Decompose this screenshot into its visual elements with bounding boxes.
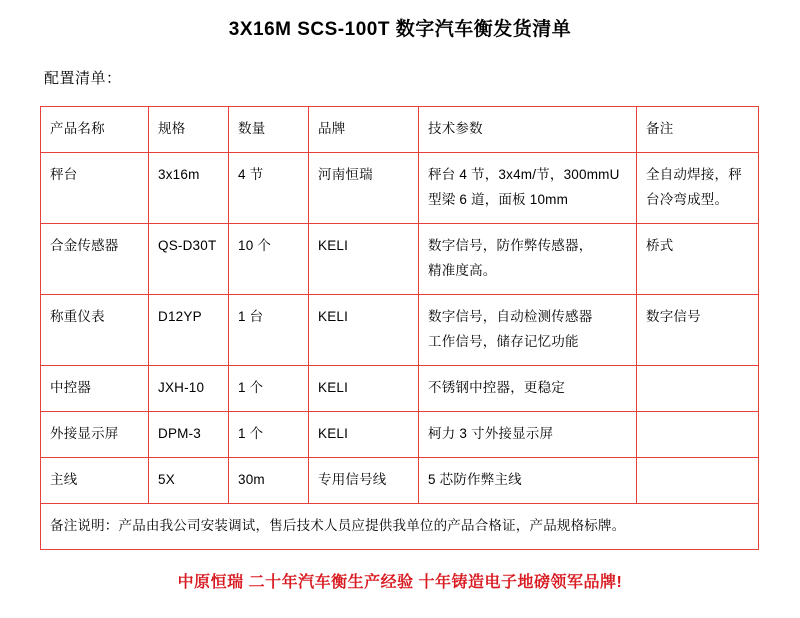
table-header-cell-params: 技术参数 xyxy=(419,107,637,153)
cell-product-name: 外接显示屏 xyxy=(41,411,149,457)
cell-remark xyxy=(637,411,759,457)
cell-remark xyxy=(637,223,759,294)
cell-qty: 1 个 xyxy=(229,365,309,411)
table-row xyxy=(41,223,759,294)
cell-product-name: 秤台 xyxy=(41,152,149,223)
cell-product-name: 主线 xyxy=(41,457,149,503)
cell-remark-line: 桥式 xyxy=(646,237,674,253)
cell-params xyxy=(419,294,637,365)
table-row xyxy=(41,294,759,365)
table-row xyxy=(41,457,759,503)
page-title: 3X16M SCS-100T 数字汽车衡发货清单 xyxy=(228,19,572,40)
cell-remark-line: 全自动焊接，秤 xyxy=(646,166,742,182)
cell-params xyxy=(419,223,637,294)
cell-remark xyxy=(637,294,759,365)
cell-product-name: 称重仪表 xyxy=(41,294,149,365)
table-header-cell-spec: 规格 xyxy=(149,107,229,153)
cell-product-name: 中控器 xyxy=(41,365,149,411)
cell-spec: QS-D30T xyxy=(149,223,229,294)
cell-brand: KELI xyxy=(309,223,419,294)
cell-product-name: 合金传感器 xyxy=(41,223,149,294)
cell-remark xyxy=(637,152,759,223)
spec-table xyxy=(40,106,759,550)
cell-spec: 3x16m xyxy=(149,152,229,223)
table-header-cell-remark: 备注 xyxy=(637,107,759,153)
table-row xyxy=(41,365,759,411)
cell-qty: 30m xyxy=(229,457,309,503)
cell-brand: KELI xyxy=(309,294,419,365)
cell-qty: 10 个 xyxy=(229,223,309,294)
cell-remark-line: 台冷弯成型。 xyxy=(646,191,729,207)
table-note-row xyxy=(41,503,759,549)
cell-brand: KELI xyxy=(309,365,419,411)
cell-spec: D12YP xyxy=(149,294,229,365)
cell-params-line: 秤台 4 节，3x4m/节，300mmU xyxy=(428,166,620,182)
table-header-cell-brand: 品牌 xyxy=(309,107,419,153)
cell-params: 不锈钢中控器，更稳定 xyxy=(419,365,637,411)
cell-qty: 1 个 xyxy=(229,411,309,457)
cell-params-line: 数字信号，自动检测传感器 xyxy=(428,308,593,324)
cell-params-line: 数字信号，防作弊传感器， xyxy=(428,237,593,253)
table-header-cell-qty: 数量 xyxy=(229,107,309,153)
cell-brand: 专用信号线 xyxy=(309,457,419,503)
cell-spec: JXH-10 xyxy=(149,365,229,411)
cell-qty: 4 节 xyxy=(229,152,309,223)
table-row xyxy=(41,152,759,223)
cell-params: 柯力 3 寸外接显示屏 xyxy=(419,411,637,457)
cell-remark xyxy=(637,457,759,503)
cell-spec: DPM-3 xyxy=(149,411,229,457)
subtitle-label: 配置清单： xyxy=(44,70,122,87)
cell-remark xyxy=(637,365,759,411)
cell-params-line: 型梁 6 道，面板 10mm xyxy=(428,191,569,207)
cell-brand: KELI xyxy=(309,411,419,457)
table-note-cell: 备注说明：产品由我公司安装调试，售后技术人员应提供我单位的产品合格证，产品规格标牌。 xyxy=(41,503,759,549)
cell-brand: 河南恒瑞 xyxy=(309,152,419,223)
cell-params-line: 工作信号，储存记忆功能 xyxy=(428,333,579,349)
table-header-row xyxy=(41,107,759,153)
table-row xyxy=(41,411,759,457)
cell-qty: 1 台 xyxy=(229,294,309,365)
cell-params xyxy=(419,152,637,223)
table-header-cell-name: 产品名称 xyxy=(41,107,149,153)
footer-slogan: 中原恒瑞 二十年汽车衡生产经验 十年铸造电子地磅领军品牌! xyxy=(177,574,623,591)
cell-spec: 5X xyxy=(149,457,229,503)
cell-remark-line: 数字信号 xyxy=(646,308,701,324)
cell-params: 5 芯防作弊主线 xyxy=(419,457,637,503)
cell-params-line: 精准度高。 xyxy=(428,262,497,278)
